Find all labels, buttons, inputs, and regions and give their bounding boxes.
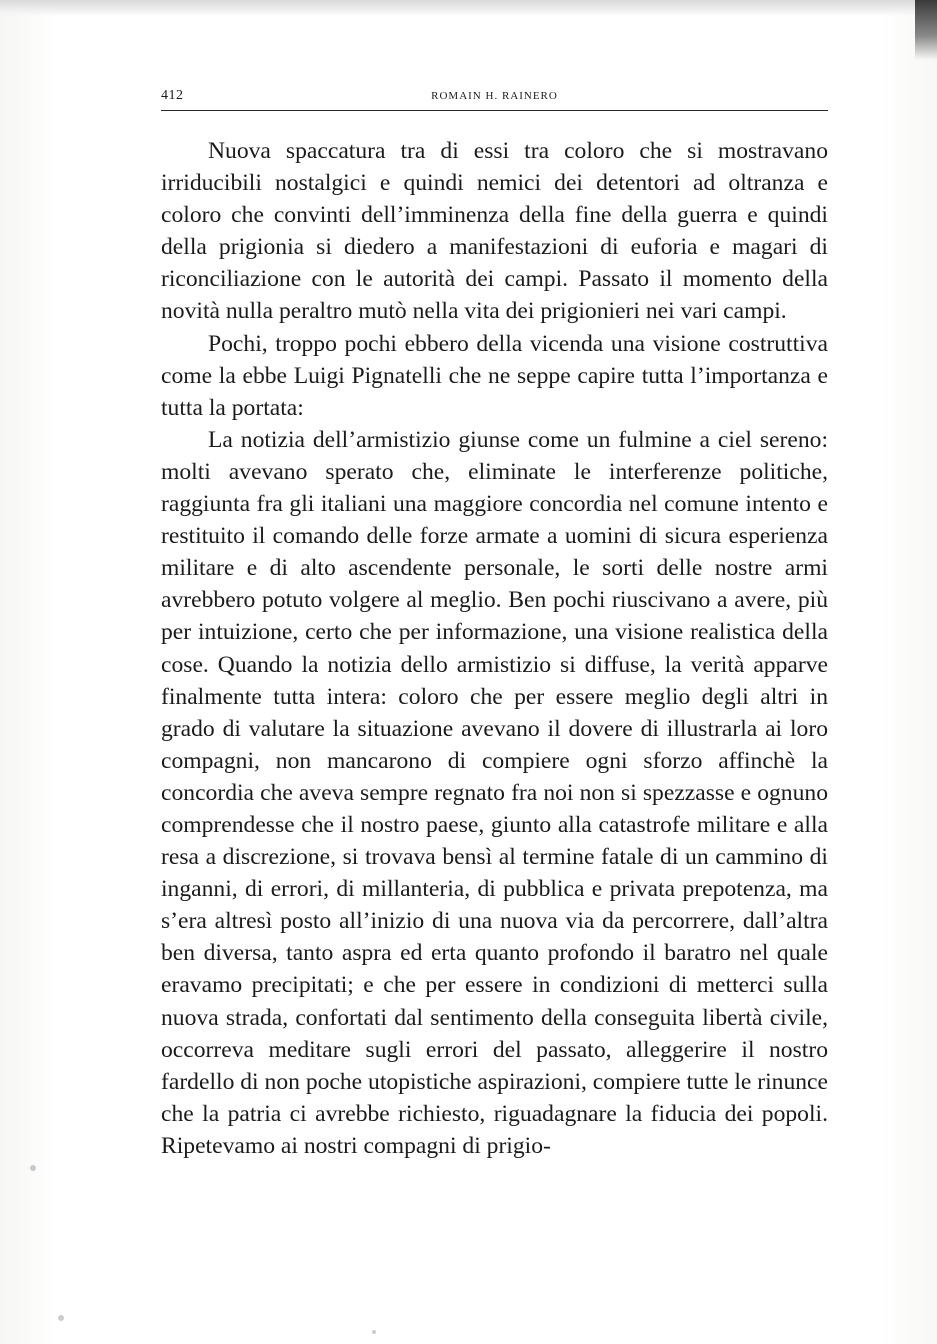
scan-speck <box>30 1165 36 1171</box>
header-rule <box>161 110 828 111</box>
paragraph: Nuova spaccatura tra di essi tra coloro che si mostravano irriducibili nostalgici e quindi nemici dei detentori ad oltranza e coloro che convinti dell’imminenza della fine della guerra e quindi della prigionia si diedero a manifestazioni di euforia e magari di riconciliazione con le autorità dei campi. Passato il momento della novità nulla peraltro mutò nella vita dei prigionieri nei vari campi. <box>161 138 828 325</box>
scan-corner-shadow <box>915 0 937 60</box>
page-number: 412 <box>161 88 184 103</box>
paragraph: Pochi, troppo pochi ebbero della vicenda una visione costruttiva come la ebbe Luigi Pignatelli che ne seppe capire tutta l’importanza e tutta la portata: <box>161 330 828 421</box>
quoted-paragraph: La notizia dell’armistizio giunse come un fulmine a ciel sereno: molti avevano sperato che, eliminate le interferenze politiche, raggiunta fra gli italiani una maggiore concordia nel comune intento e restituito il comando delle forze armate a uomini di sicura esperienza militare e di alto ascendente personale, le sorti delle nostre armi avrebbero potuto volgere al meglio. Ben pochi riuscivano a avere, più per intuizione, certo che per informazione, una visione realistica della cose. Quando la notizia dello armistizio si diffuse, la verità apparve finalmente tutta intera: coloro che per essere meglio degli altri in grado di valutare la situazione avevano il dovere di illustrarla ai loro compagni, non mancarono di compiere ogni sforzo affinchè la concordia che aveva sempre regnato fra noi non si spezzasse e ognuno comprendesse che il nostro paese, giunto alla catastrofe militare e alla resa a discrezione, si trovava bensì al termine fatale di un cammino di inganni, di errori, di millanteria, di pubblica e privata prepotenza, ma s’era altresì posto all’inizio di una nuova via da percorrere, dall’altra ben diversa, tanto aspra ed erta quanto profondo il baratro nel quale eravamo precipitati; e che per essere in condizioni di metterci sulla nuova strada, confortati dal sentimento della conseguita libertà civile, occorreva meditare sugli errori del passato, alleggerire il nostro fardello di non poche utopistiche aspirazioni, compiere tutte le rinunce che la patria ci avrebbe richiesto, riguadagnare la fiducia dei popoli. Ripetevamo ai nostri compagni di prigio- <box>161 426 828 1159</box>
scan-speck <box>372 1330 376 1334</box>
running-head: ROMAIN H. RAINERO <box>431 90 558 102</box>
scan-speck <box>58 1315 64 1321</box>
body-text <box>161 135 828 1162</box>
page-header <box>161 88 828 110</box>
scan-edge-shadow <box>0 0 937 16</box>
